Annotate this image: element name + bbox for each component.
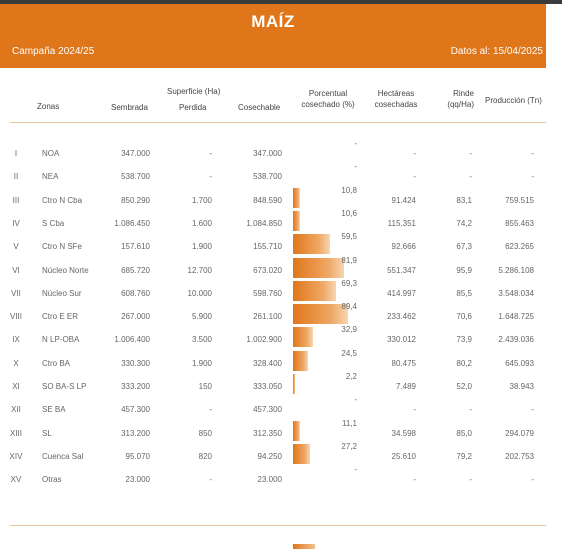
- row-zona: Ctro BA: [42, 359, 71, 368]
- row-produccion: 2.439.036: [498, 335, 534, 344]
- row-rinde: 83,1: [456, 196, 472, 205]
- row-rinde: -: [469, 475, 472, 484]
- row-pct: 89,4: [341, 302, 357, 311]
- row-number: XIII: [9, 429, 22, 438]
- row-zona: Ctro N Cba: [42, 196, 83, 205]
- row-zona: SE BA: [42, 405, 66, 414]
- row-perdida: 1.700: [191, 196, 212, 205]
- row-produccion: 1.648.725: [498, 312, 534, 321]
- row-rinde: -: [469, 405, 472, 414]
- row-zona: NOA: [42, 149, 60, 158]
- row-pct: 32,9: [341, 325, 357, 334]
- row-number: III: [12, 196, 20, 205]
- row-cosechable: 1.084.850: [246, 219, 282, 228]
- row-sembrada: 608.760: [121, 289, 150, 298]
- row-perdida: 1.600: [191, 219, 212, 228]
- col-produccion: Producción (Tn): [485, 96, 542, 105]
- row-hectareas: 233.462: [387, 312, 416, 321]
- col-hectareas-line1: Hectáreas: [377, 89, 415, 98]
- row-pct: 10,8: [341, 186, 357, 195]
- row-sembrada: 333.200: [121, 382, 150, 391]
- pct-bar: [293, 374, 295, 394]
- row-cosechable: 312.350: [253, 429, 282, 438]
- row-sembrada: 457.300: [121, 405, 150, 414]
- row-produccion: -: [531, 475, 534, 484]
- row-zona: Ctro N SFe: [42, 242, 83, 251]
- row-cosechable: 598.760: [253, 289, 282, 298]
- row-perdida: -: [209, 172, 212, 181]
- row-sembrada: 538.700: [121, 172, 150, 181]
- row-sembrada: 23.000: [125, 475, 150, 484]
- row-number: VII: [11, 289, 21, 298]
- row-perdida: 150: [198, 382, 212, 391]
- row-pct: -: [354, 139, 357, 148]
- row-cosechable: 673.020: [253, 266, 282, 275]
- row-hectareas: 80.475: [391, 359, 416, 368]
- pct-bar: [293, 444, 310, 464]
- row-produccion: 38.943: [509, 382, 534, 391]
- pct-bar: [293, 351, 308, 371]
- col-rinde-line2: (qq/Ha): [447, 100, 474, 109]
- row-rinde: 74,2: [456, 219, 472, 228]
- row-number: XI: [12, 382, 20, 391]
- campaign-label: Campaña 2024/25: [12, 46, 95, 57]
- row-hectareas: -: [413, 149, 416, 158]
- row-sembrada: 330.300: [121, 359, 150, 368]
- row-number: IV: [12, 219, 20, 228]
- row-cosechable: 848.590: [253, 196, 282, 205]
- row-cosechable: 155.710: [253, 242, 282, 251]
- row-sembrada: 313.200: [121, 429, 150, 438]
- row-perdida: 820: [198, 452, 212, 461]
- crop-title: MAÍZ: [251, 12, 295, 31]
- col-porcentual-line1: Porcentual: [308, 89, 348, 98]
- row-rinde: -: [469, 172, 472, 181]
- row-number: XII: [11, 405, 21, 414]
- row-zona: Ctro E ER: [42, 312, 79, 321]
- row-rinde: 73,9: [456, 335, 472, 344]
- row-cosechable: 538.700: [253, 172, 282, 181]
- row-produccion: 759.515: [505, 196, 534, 205]
- col-rinde-line1: Rinde: [453, 89, 474, 98]
- pct-bar: [293, 188, 300, 208]
- row-cosechable: 94.250: [257, 452, 282, 461]
- row-zona: Núcleo Norte: [42, 266, 89, 275]
- row-perdida: 3.500: [191, 335, 212, 344]
- row-perdida: -: [209, 149, 212, 158]
- row-pct: 2,2: [345, 372, 357, 381]
- row-rinde: 95,9: [456, 266, 472, 275]
- row-hectareas: -: [413, 405, 416, 414]
- row-sembrada: 1.086.450: [114, 219, 150, 228]
- row-produccion: 5.286.108: [498, 266, 534, 275]
- row-pct: 81,9: [341, 256, 357, 265]
- row-produccion: 202.753: [505, 452, 534, 461]
- pct-bar: [293, 421, 300, 441]
- row-pct: -: [354, 162, 357, 171]
- row-zona: S Cba: [42, 219, 65, 228]
- row-zona: SO BA-S LP: [42, 382, 87, 391]
- col-superficie: Superficie (Ha): [167, 87, 221, 96]
- col-cosechable: Cosechable: [238, 103, 281, 112]
- row-sembrada: 347.000: [121, 149, 150, 158]
- row-hectareas: 34.598: [391, 429, 416, 438]
- col-hectareas: [366, 88, 426, 110]
- report-header: [0, 4, 546, 68]
- row-cosechable: 457.300: [253, 405, 282, 414]
- row-cosechable: 328.400: [253, 359, 282, 368]
- row-perdida: -: [209, 475, 212, 484]
- row-perdida: 1.900: [191, 359, 212, 368]
- row-pct: 24,5: [341, 349, 357, 358]
- row-number: II: [13, 172, 19, 181]
- row-number: IX: [12, 335, 20, 344]
- row-cosechable: 1.002.900: [246, 335, 282, 344]
- row-zona: SL: [42, 429, 52, 438]
- row-produccion: 645.093: [505, 359, 534, 368]
- row-pct: 10,6: [341, 209, 357, 218]
- row-cosechable: 261.100: [253, 312, 282, 321]
- row-number: XV: [10, 475, 22, 484]
- row-cosechable: 347.000: [253, 149, 282, 158]
- row-produccion: 3.548.034: [498, 289, 534, 298]
- row-rinde: 80,2: [456, 359, 472, 368]
- row-rinde: 67,3: [456, 242, 472, 251]
- row-pct: 27,2: [341, 442, 357, 451]
- pct-bar: [293, 327, 313, 347]
- row-number: VIII: [9, 312, 22, 321]
- row-sembrada: 1.006.400: [114, 335, 150, 344]
- row-rinde: 70,6: [456, 312, 472, 321]
- row-hectareas: 92.666: [391, 242, 416, 251]
- row-sembrada: 157.610: [121, 242, 150, 251]
- row-produccion: 623.265: [505, 242, 534, 251]
- row-produccion: -: [531, 149, 534, 158]
- row-hectareas: 91.424: [391, 196, 416, 205]
- row-perdida: 10.000: [187, 289, 212, 298]
- col-rinde: [440, 88, 474, 110]
- row-produccion: -: [531, 405, 534, 414]
- row-pct: 69,3: [341, 279, 357, 288]
- row-hectareas: 115.351: [387, 219, 416, 228]
- row-perdida: 1.900: [191, 242, 212, 251]
- row-rinde: -: [469, 149, 472, 158]
- row-number: V: [13, 242, 19, 251]
- row-sembrada: 267.000: [121, 312, 150, 321]
- row-sembrada: 685.720: [121, 266, 150, 275]
- row-zona: Otras: [42, 475, 62, 484]
- row-number: XIV: [9, 452, 23, 461]
- row-pct: -: [354, 465, 357, 474]
- data-date: Datos al: 15/04/2025: [450, 46, 543, 57]
- row-pct: 59,5: [341, 232, 357, 241]
- row-hectareas: -: [413, 475, 416, 484]
- row-number: I: [14, 149, 18, 158]
- col-zonas: Zonas: [37, 102, 60, 111]
- row-perdida: -: [209, 405, 212, 414]
- row-cosechable: 333.050: [253, 382, 282, 391]
- row-produccion: -: [531, 172, 534, 181]
- row-zona: Núcleo Sur: [42, 289, 82, 298]
- row-hectareas: 7.489: [395, 382, 416, 391]
- col-perdida: Perdida: [179, 103, 207, 112]
- total-bar-fragment: [293, 544, 315, 549]
- footer-divider: [10, 525, 546, 526]
- row-hectareas: 330.012: [387, 335, 416, 344]
- header-divider: [10, 122, 546, 123]
- row-rinde: 85,0: [456, 429, 472, 438]
- row-number: X: [13, 359, 19, 368]
- row-zona: NEA: [42, 172, 59, 181]
- col-porcentual-line2: cosechado (%): [301, 100, 355, 109]
- row-perdida: 850: [198, 429, 212, 438]
- row-sembrada: 95.070: [125, 452, 150, 461]
- col-hectareas-line2: cosechadas: [374, 100, 418, 109]
- row-pct: 11,1: [342, 419, 357, 428]
- row-number: VI: [12, 266, 20, 275]
- row-hectareas: -: [413, 172, 416, 181]
- row-hectareas: 25.610: [391, 452, 416, 461]
- row-pct: -: [354, 395, 357, 404]
- pct-bar: [293, 211, 300, 231]
- row-hectareas: 414.997: [387, 289, 416, 298]
- row-sembrada: 850.290: [121, 196, 150, 205]
- row-rinde: 85,5: [456, 289, 472, 298]
- row-cosechable: 23.000: [257, 475, 282, 484]
- row-produccion: 855.463: [505, 219, 534, 228]
- row-zona: N LP-OBA: [42, 335, 80, 344]
- col-sembrada: Sembrada: [111, 103, 148, 112]
- row-perdida: 12.700: [187, 266, 212, 275]
- row-rinde: 79,2: [456, 452, 472, 461]
- row-rinde: 52,0: [456, 382, 472, 391]
- row-zona: Cuenca Sal: [42, 452, 84, 461]
- col-porcentual: [298, 88, 358, 110]
- row-produccion: 294.079: [505, 429, 534, 438]
- row-hectareas: 551.347: [387, 266, 416, 275]
- row-perdida: 5.900: [191, 312, 212, 321]
